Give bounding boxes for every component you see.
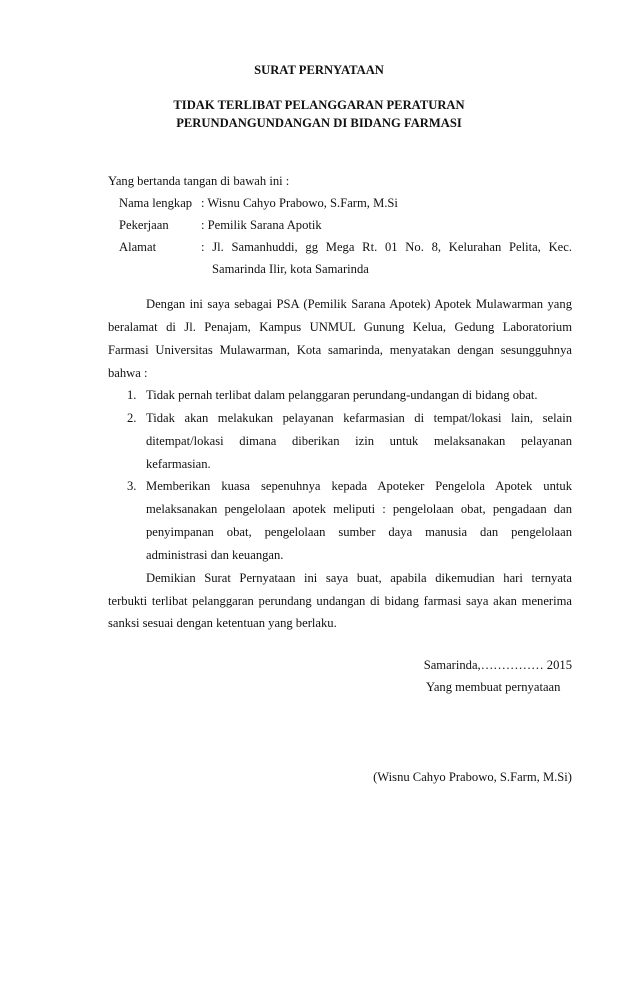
paragraph-line: bahwa : <box>108 366 148 380</box>
name-label: Nama lengkap <box>119 196 193 210</box>
address-value-line-2: Samarinda Ilir, kota Samarinda <box>212 262 369 276</box>
job-value: : Pemilik Sarana Apotik <box>201 218 322 232</box>
paragraph-line: Dengan ini saya sebagai PSA (Pemilik Sarana Apotek) Apotek Mulawarman yang <box>146 297 572 311</box>
name-value: : Wisnu Cahyo Prabowo, S.Farm, M.Si <box>201 196 398 210</box>
list-item-line: Tidak pernah terlibat dalam pelanggaran perundang-undangan di bidang obat. <box>146 388 538 402</box>
list-item-line: ditempat/lokasi dimana diberikan izin untuk melaksanakan pelayanan <box>146 434 572 448</box>
job-label: Pekerjaan <box>119 218 169 232</box>
closing-line: terbukti terlibat pelanggaran perundang undangan di bidang farmasi saya akan menerima <box>108 594 572 608</box>
document-subtitle-line-1: TIDAK TERLIBAT PELANGGARAN PERATURAN <box>173 98 465 112</box>
list-number: 3. <box>127 479 137 493</box>
closing-line: Demikian Surat Pernyataan ini saya buat, apabila dikemudian hari ternyata <box>146 571 572 585</box>
address-value-line-1: : Jl. Samanhuddi, gg Mega Rt. 01 No. 8, Kelurahan Pelita, Kec. <box>201 240 572 254</box>
document-subtitle-line-2: PERUNDANGUNDANGAN DI BIDANG FARMASI <box>176 116 462 130</box>
list-item-line: melaksanakan pengelolaan apotek meliputi : pengelolaan obat, pengadaan dan <box>146 502 572 516</box>
list-number: 1. <box>127 388 137 402</box>
paragraph-line: Farmasi Universitas Mulawarman, Kota samarinda, menyatakan dengan sesungguhnya <box>108 343 572 357</box>
list-item-line: kefarmasian. <box>146 457 211 471</box>
signer-name: (Wisnu Cahyo Prabowo, S.Farm, M.Si) <box>373 770 572 784</box>
paragraph-line: beralamat di Jl. Penajam, Kampus UNMUL Gunung Kelua, Gedung Laboratorium <box>108 320 572 334</box>
intro-text: Yang bertanda tangan di bawah ini : <box>108 174 290 188</box>
list-number: 2. <box>127 411 137 425</box>
document-title: SURAT PERNYATAAN <box>254 63 384 77</box>
list-item-line: Tidak akan melakukan pelayanan kefarmasian di tempat/lokasi lain, selain <box>146 411 572 425</box>
list-item-line: penyimpanan obat, pengelolaan sumber daya manusia dan pengelolaan <box>146 525 572 539</box>
list-item-line: Memberikan kuasa sepenuhnya kepada Apoteker Pengelola Apotek untuk <box>146 479 572 493</box>
address-label: Alamat <box>119 240 157 254</box>
closing-line: sanksi sesuai dengan ketentuan yang berlaku. <box>108 616 337 630</box>
place-date: Samarinda,…………… 2015 <box>423 658 572 672</box>
list-item-line: administrasi dan keuangan. <box>146 548 284 562</box>
maker-label: Yang membuat pernyataan <box>426 680 561 694</box>
